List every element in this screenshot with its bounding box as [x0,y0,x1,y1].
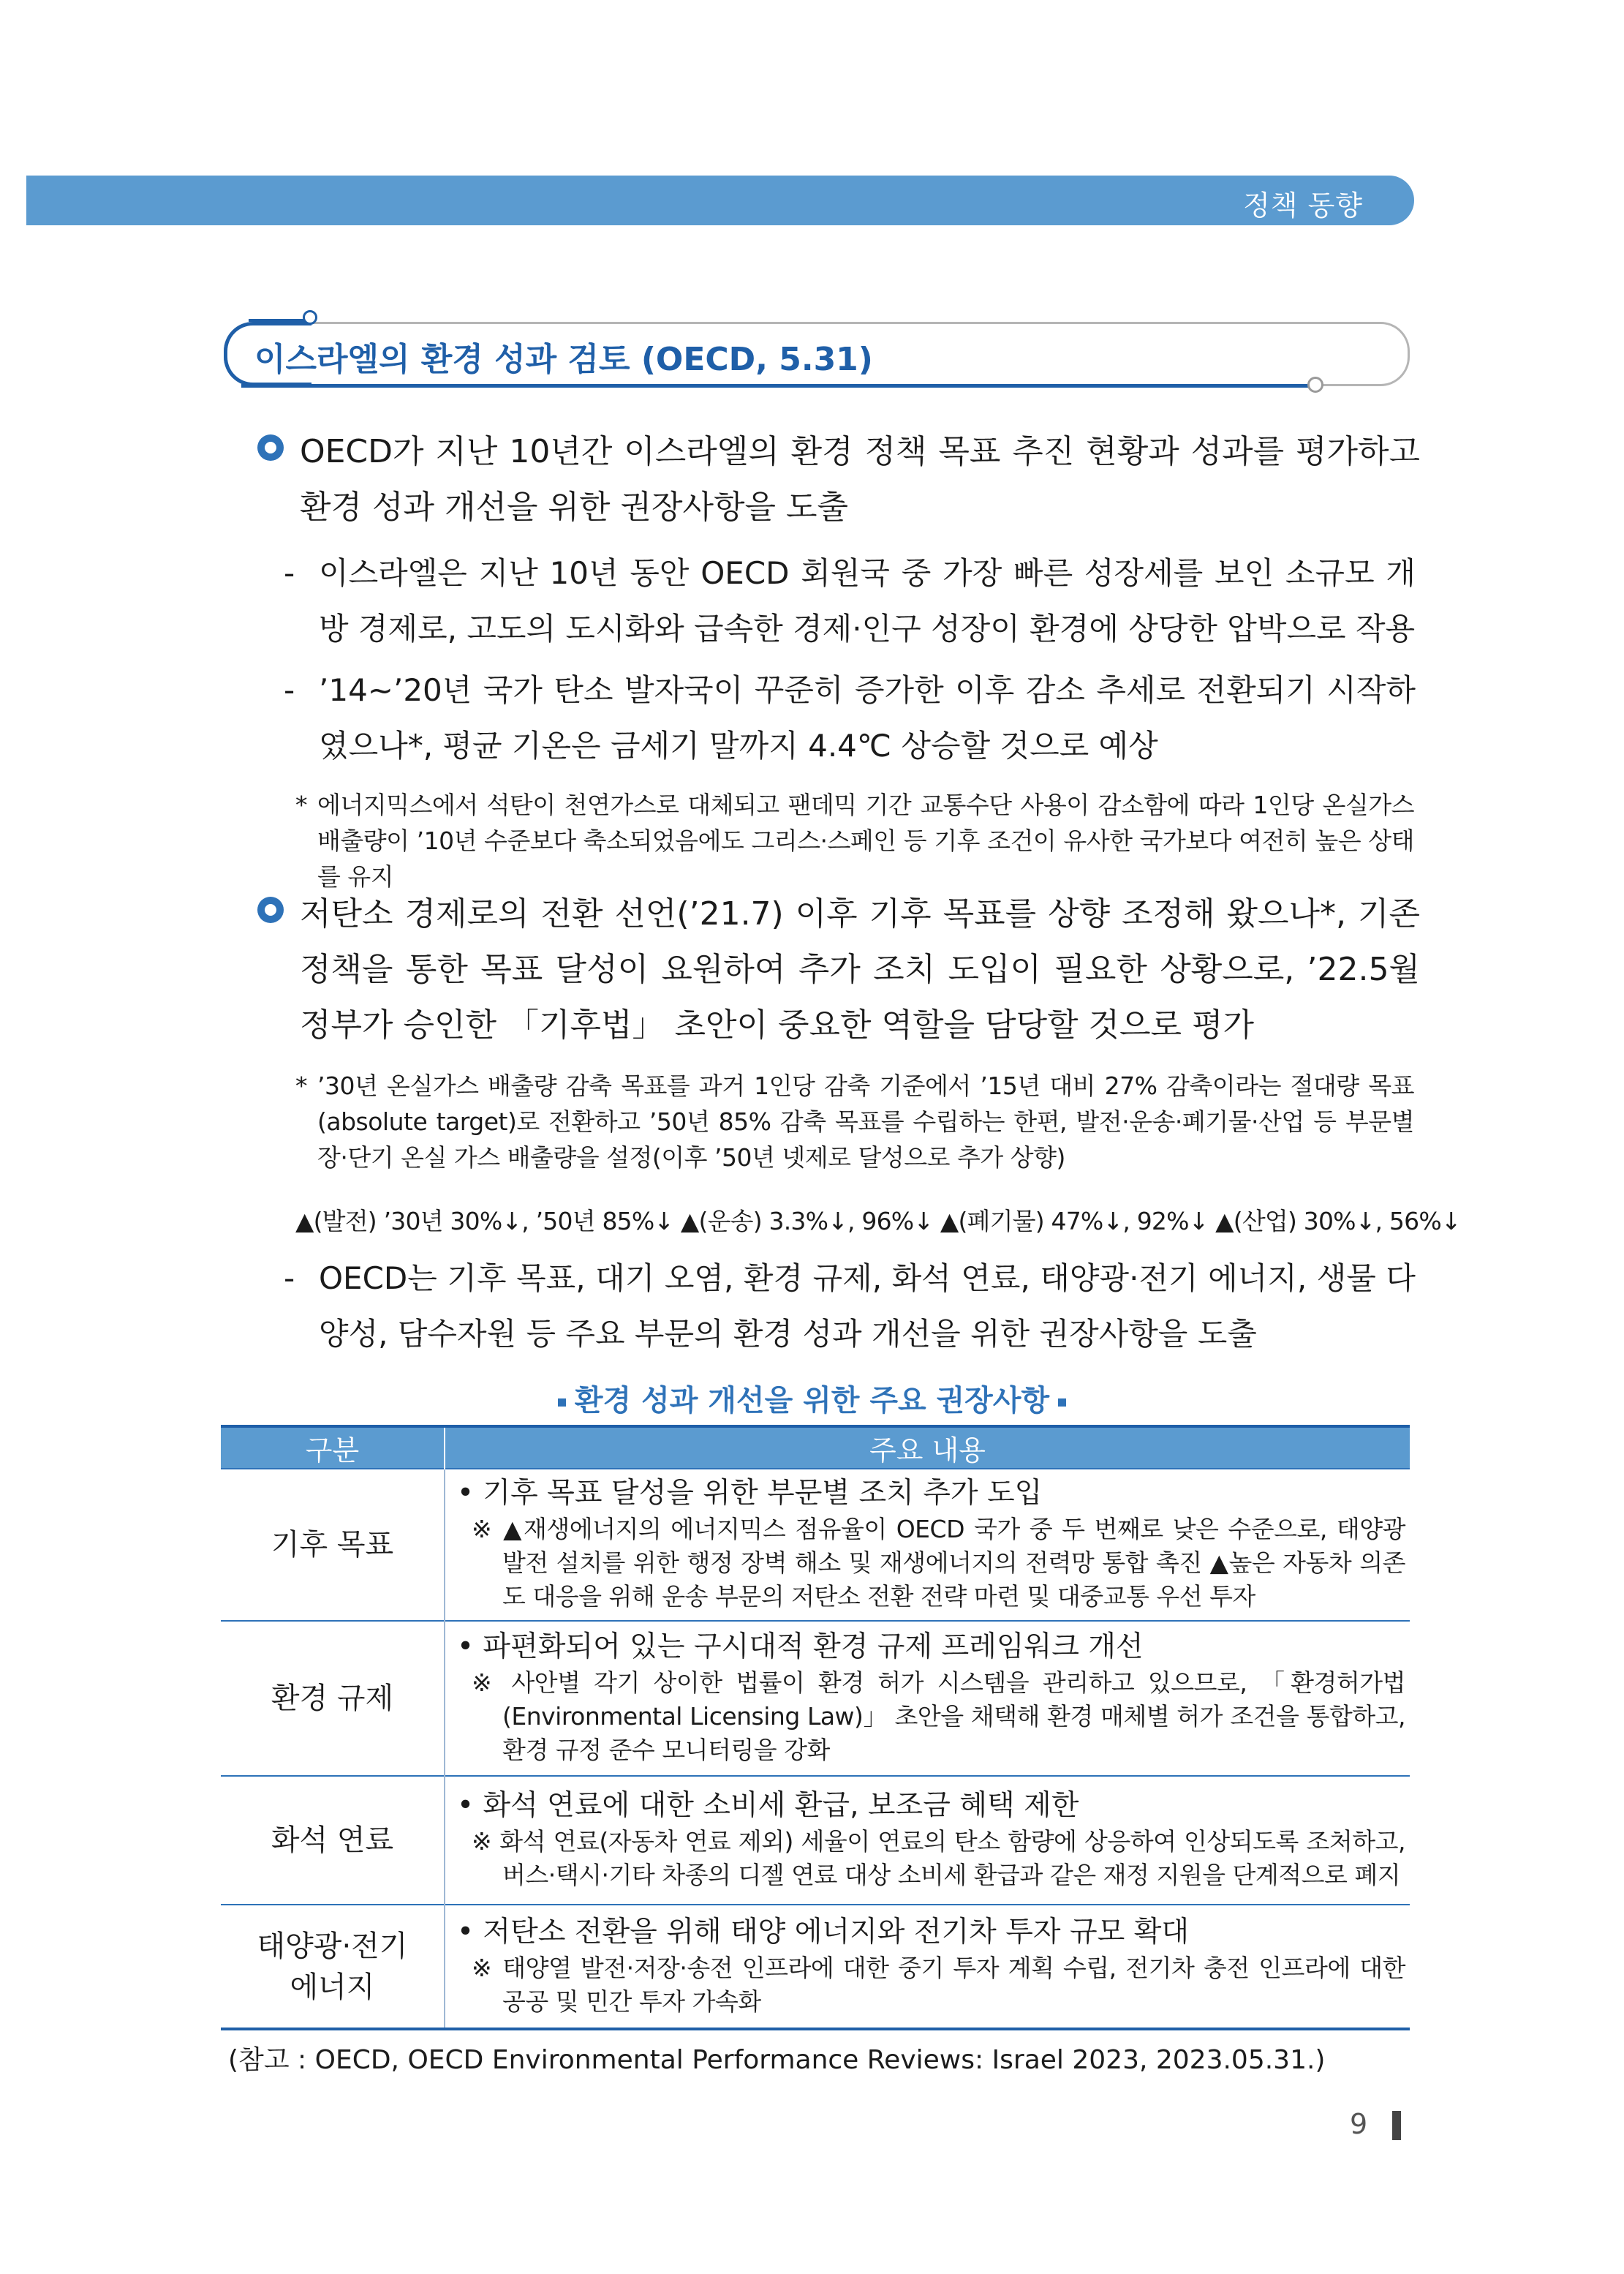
section-label: 정책 동향 [1243,189,1363,222]
title-decor-line [249,319,311,322]
row-content [445,1621,1410,1776]
bullet-2-text: 저탄소 경제로의 전환 선언(’21.7) 이후 기후 목표를 상향 조정해 왔으나*, 기존 정책을 통한 목표 달성이 요원하여 추가 조치 도입이 필요한 상황으로, ’22.5월 정부가 승인한 「기후법」 초안이 중요한 역할을 담당할 것으로 평가 [300,895,1420,1044]
footnote-2 [295,1068,1414,1175]
row-category [221,1905,445,2029]
page-number-bar [1392,2111,1401,2140]
dash-item-2-text: ’14~’20년 국가 탄소 발자국이 꾸준히 증가한 이후 감소 추세로 전환되기 시작하였으나*, 평균 기온은 금세기 말까지 4.4℃ 상승할 것으로 예상 [319,672,1416,764]
title-underline-dot [1307,377,1323,393]
table-caption [0,1377,1624,1419]
row-note: ※ 사안별 각기 상이한 법률이 환경 허가 시스템을 관리하고 있으므로, 「환경허가법(Environmental Licensing Law)」 초안을 채택해 환경 매체별 허가 조건을 통합하고, 환경 규정 준수 모니터링을 강화 [472,1668,1405,1764]
row-note: ※ 태양열 발전·저장·송전 인프라에 대한 중기 투자 계획 수립, 전기차 충전 인프라에 대한 공공 및 민간 투자 가속화 [472,1953,1405,2016]
footnote-2-text: ’30년 온실가스 배출량 감축 목표를 과거 1인당 감축 기준에서 ’15년 대비 27% 감축이라는 절대량 목표(absolute target)로 전환하고 ’50년 85% 감축 목표를 수립하는 한편, 발전·운송·폐기물·산업 등 부문별 장·단기 온실 가스 배출량을 설정(이후 ’50년 넷제로 달성으로 추가 상향) [317,1072,1414,1172]
table-row [221,1469,1410,1621]
article-title: 이스라엘의 환경 성과 검토 (OECD, 5.31) [254,341,873,378]
table-header-row [221,1426,1410,1469]
row-category: 환경 규제 [221,1621,445,1776]
dash-item-3 [284,1251,1416,1362]
bullet-1 [257,424,1420,535]
dash-item-1 [284,546,1416,657]
source-reference: (참고 : OECD, OECD Environmental Performance Reviews: Israel 2023, 2023.05.31.) [228,2045,1326,2075]
table-row [221,1776,1410,1905]
dash-mark: - [284,672,295,708]
footnote-mark: * [295,1072,308,1100]
row-category: 기후 목표 [221,1469,445,1621]
row-category: 화석 연료 [221,1776,445,1905]
row-item: • 화석 연료에 대한 소비세 환급, 보조금 혜택 제한 [457,1789,1079,1822]
row-note: ※ ▲재생에너지의 에너지믹스 점유율이 OECD 국가 중 두 번째로 낮은 수준으로, 태양광 발전 설치를 위한 행정 장벽 해소 및 재생에너지의 전력망 통합 촉진 ▲높은 자동차 의존도 대응을 위해 운송 부문의 저탄소 전환 전략 마련 및 대중교통 우선 투자 [472,1515,1405,1611]
dash-item-1-text: 이스라엘은 지난 10년 동안 OECD 회원국 중 가장 빠른 성장세를 보인 소규모 개방 경제로, 고도의 도시화와 급속한 경제·인구 성장이 환경에 상당한 압박으로 작용 [319,555,1416,647]
caption-square-icon [558,1398,566,1407]
row-item: • 저탄소 전환을 위해 태양 에너지와 전기차 투자 규모 확대 [457,1915,1190,1949]
title-decor-dot [303,310,317,325]
row-item: • 파편화되어 있는 구시대적 환경 규제 프레임워크 개선 [457,1630,1144,1663]
header-content: 주요 내용 [445,1426,1410,1469]
section-header-bar [26,176,1414,225]
circle-bullet-icon [257,434,284,461]
title-underline [241,384,1309,388]
recommendations-table [221,1425,1410,2030]
dash-item-3-text: OECD는 기후 목표, 대기 오염, 환경 규제, 화석 연료, 태양광·전기 에너지, 생물 다양성, 담수자원 등 주요 부문의 환경 성과 개선을 위한 권장사항을 도출 [319,1260,1416,1352]
row-content [445,1905,1410,2029]
header-category: 구분 [221,1426,445,1469]
sector-targets: ▲(발전) ’30년 30%↓, ’50년 85%↓ ▲(운송) 3.3%↓, 96%↓ ▲(폐기물) 47%↓, 92%↓ ▲(산업) 30%↓, 56%↓ [295,1207,1461,1235]
bullet-2 [257,886,1420,1053]
bullet-1-text: OECD가 지난 10년간 이스라엘의 환경 정책 목표 추진 현황과 성과를 평가하고 환경 성과 개선을 위한 권장사항을 도출 [300,433,1420,526]
table-caption-text: 환경 성과 개선을 위한 주요 권장사항 [574,1384,1050,1418]
footnote-1 [295,787,1414,895]
row-item: • 기후 목표 달성을 위한 부문별 조치 추가 도입 [457,1477,1043,1510]
footnote-1-text: 에너지믹스에서 석탄이 천연가스로 대체되고 팬데믹 기간 교통수단 사용이 감소함에 따라 1인당 온실가스 배출량이 ’10년 수준보다 축소되었음에도 그리스·스페인 등 기후 조건이 유사한 국가보다 여전히 높은 상태를 유지 [317,791,1414,891]
row-note: ※ 화석 연료(자동차 연료 제외) 세율이 연료의 탄소 함량에 상응하여 인상되도록 조처하고, 버스·택시·기타 차종의 디젤 연료 대상 소비세 환급과 같은 재정 지원을 단계적으로 폐지 [472,1827,1405,1889]
circle-bullet-icon [257,897,284,923]
caption-square-icon [1058,1398,1066,1407]
row-category-line1: 태양광·전기 [257,1929,408,1963]
dash-mark: - [284,555,295,591]
row-category-line2: 에너지 [290,1970,375,2004]
table-row [221,1905,1410,2029]
table-row [221,1621,1410,1776]
row-content [445,1469,1410,1621]
footnote-mark: * [295,791,308,819]
dash-item-2 [284,663,1416,774]
row-content [445,1776,1410,1905]
page-number: 9 [1350,2108,1368,2140]
dash-mark: - [284,1260,295,1296]
